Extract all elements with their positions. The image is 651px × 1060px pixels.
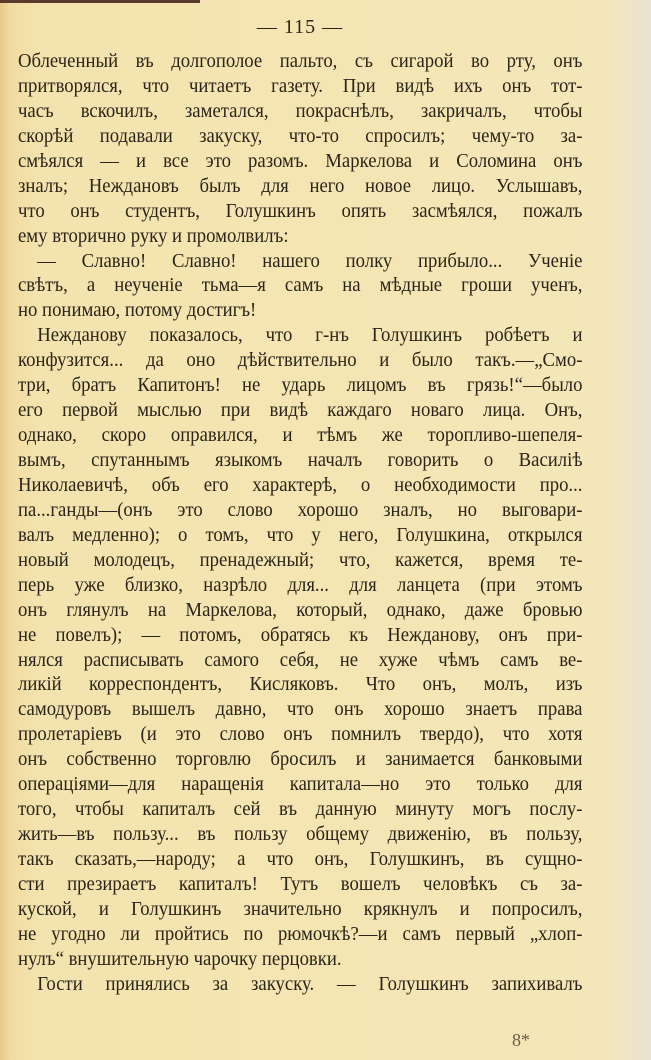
scan-edge (0, 0, 200, 3)
text-line: не повелъ); — потомъ, обратясь къ Нежданову, онъ при- (18, 624, 583, 646)
text-line: вымъ, спутаннымъ языкомъ началъ говорить о Василіѣ (18, 450, 583, 471)
text-line: куской, и Голушкинъ значительно крякнулъ и попросилъ, (18, 898, 583, 920)
text-line: Облеченный въ долгополое пальто, съ сигарой во рту, онъ (18, 51, 583, 72)
text-line: такъ сказать,—народу; а что онъ, Голушкинъ, въ сущно- (18, 849, 583, 870)
text-line: притворялся, что читаетъ газету. При видѣ ихъ онъ тот- (18, 75, 583, 97)
text-line: валъ медленно); о томъ, что у него, Голушкина, открылся (18, 524, 583, 546)
text-line: пролетаріевъ (и это слово онъ помнилъ твердо), что хотя (18, 724, 583, 746)
text-line: скорѣй подавали закуску, что-то спросилъ; чему-то за- (18, 125, 583, 147)
text-line: зналъ; Неждановъ былъ для него новое лицо. Услышавъ, (18, 175, 583, 197)
text-line: Николаевичѣ, объ его характерѣ, о необходимости про... (18, 474, 583, 496)
signature-mark: 8* (512, 1030, 530, 1050)
text-line: однако, скоро оправился, и тѣмъ же торопливо-шепеля- (18, 425, 583, 447)
text-line: его первой мыслью при видѣ каждаго новаго лица. Онъ, (18, 400, 583, 422)
page-number-header: — 115 — (256, 16, 344, 38)
text-line: того, чтобы капиталъ сей въ данную минуту могъ послу- (18, 799, 583, 821)
text-line: не угодно ли пройтись по рюмочкѣ?—и самъ первый „хлоп- (18, 923, 583, 945)
text-line: Гости принялись за закуску. — Голушкинъ запихивалъ (37, 973, 583, 995)
text-line: — Славно! Славно! нашего полку прибыло... Ученіе (37, 250, 583, 272)
text-line: онъ глянулъ на Маркелова, который, однако, даже бровью (18, 599, 583, 621)
text-line: часъ вскочилъ, заметался, покраснѣлъ, закричалъ, чтобы (18, 100, 583, 122)
text-line: Нежданову показалось, что г-нъ Голушкинъ робѣетъ и (37, 325, 583, 347)
text-line: ликій корреспондентъ, Кисляковъ. Что онъ, молъ, изъ (18, 674, 583, 696)
text-line: конфузится... да оно дѣйствительно и было такъ.—„Смо- (18, 350, 583, 372)
body-text (18, 50, 583, 998)
text-line: перь уже близко, назрѣло для... для ланцета (при этомъ (18, 574, 583, 596)
text-line: новый молодецъ, пренадежный; что, кажется, время те- (18, 549, 583, 571)
text-line: нулъ“ внушительную чарочку перцовки. (18, 948, 342, 970)
text-line: па...ганды—(онъ это слово хорошо зналъ, но выговари- (18, 499, 583, 521)
text-line: но понимаю, потому достигъ! (18, 300, 257, 322)
text-line: операціями—для наращенія капитала—но это только для (18, 774, 583, 796)
text-line: самодуровъ вышелъ давно, что онъ хорошо знаетъ права (18, 699, 583, 721)
text-line: что онъ студентъ, Голушкинъ опять засмѣялся, пожалъ (18, 200, 583, 222)
text-line: жить—въ пользу... въ пользу общему движенію, въ пользу, (18, 824, 583, 846)
text-line: онъ собственно торговлю бросилъ и занимается банковыми (18, 749, 583, 771)
text-line: свѣтъ, а неученіе тьма—я самъ на мѣдные гроши ученъ, (18, 275, 583, 297)
text-line: смѣялся — и все это разомъ. Маркелова и Соломина онъ (18, 150, 583, 172)
text-line: нялся расписывать самого себя, не хуже чѣмъ самъ ве- (18, 649, 583, 671)
text-line: ему вторично руку и промолвилъ: (18, 225, 289, 247)
text-line: сти презираетъ капиталъ! Тутъ вошелъ человѣкъ съ за- (18, 873, 583, 895)
text-line: три, братъ Капитонъ! не ударь лицомъ въ грязь!“—было (18, 375, 583, 397)
